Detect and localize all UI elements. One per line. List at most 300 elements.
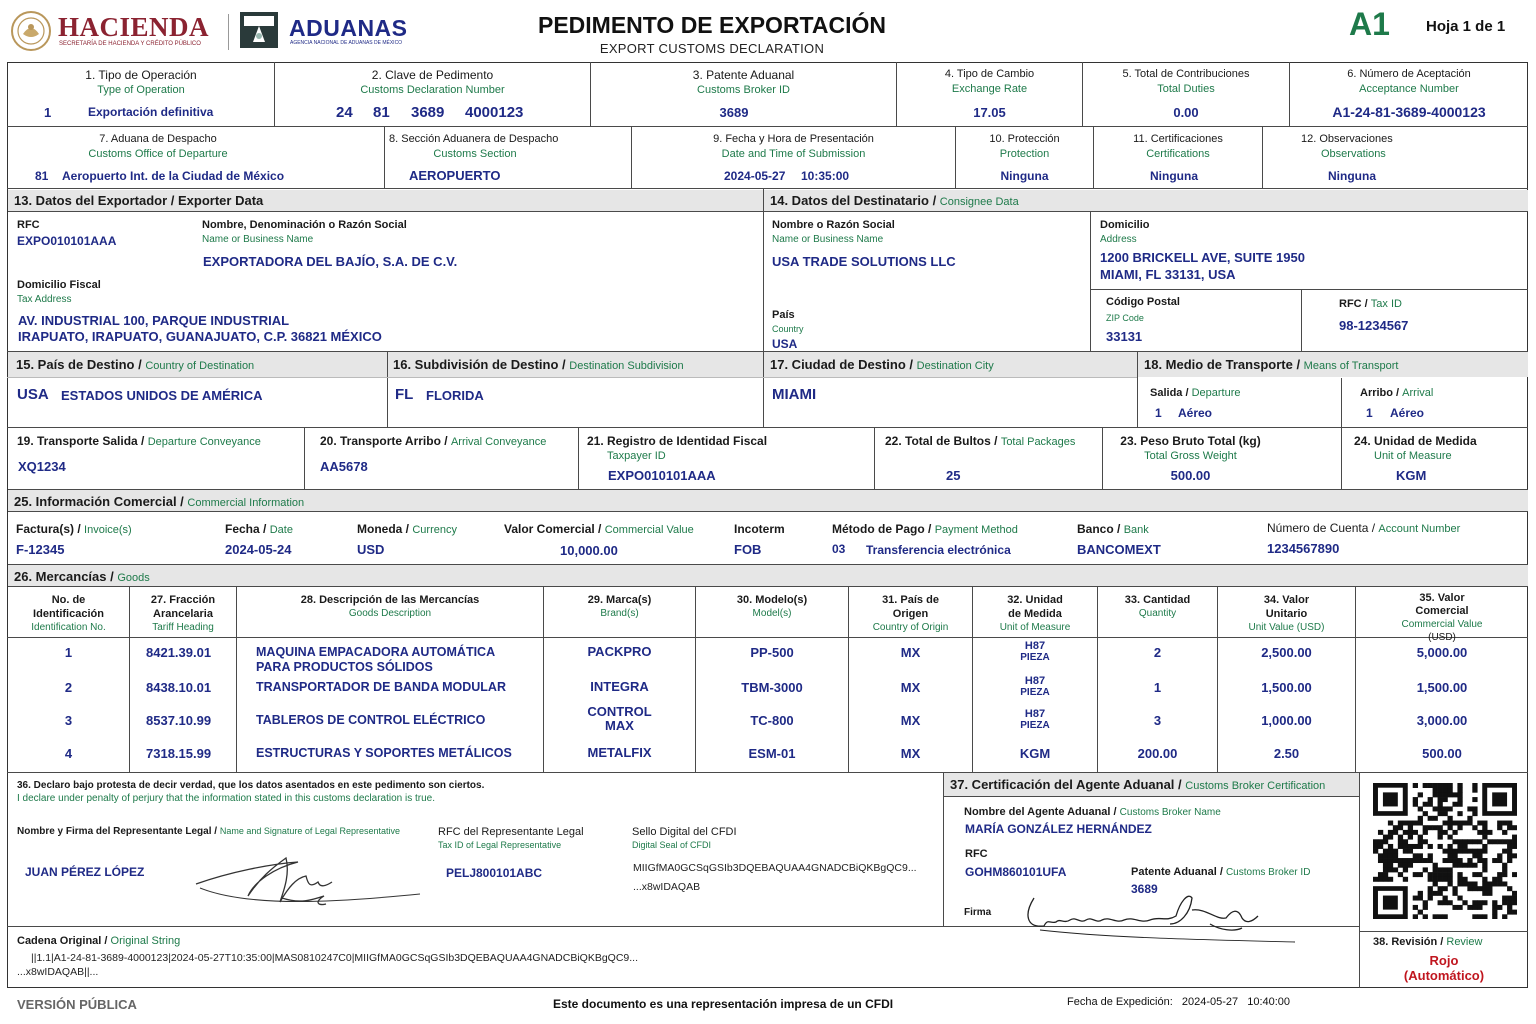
field-label: 6. Número de Aceptación xyxy=(1347,68,1471,80)
invoice-date-label: Fecha / Date xyxy=(225,522,293,536)
field-label: 12. Observaciones xyxy=(1301,133,1393,145)
field-certificaciones xyxy=(1094,133,1262,183)
col-header-model xyxy=(696,593,848,621)
table-cell-brand xyxy=(544,705,695,733)
field-clave-pedimento xyxy=(275,68,590,121)
label-en: Date xyxy=(269,524,293,536)
label-en: Destination Subdivision xyxy=(569,360,684,372)
cell-text: 2 xyxy=(64,680,73,695)
table-cell-no xyxy=(8,713,129,728)
country-destination-name: ESTADOS UNIDOS DE AMÉRICA xyxy=(61,388,263,403)
consignee-address-line1: 1200 BRICKELL AVE, SUITE 1950 xyxy=(1100,250,1305,265)
destination-city-label: 17. Ciudad de Destino / Destination City xyxy=(770,357,994,372)
issue-time: 10:40:00 xyxy=(1247,996,1291,1008)
field-value: Ninguna xyxy=(1328,169,1376,183)
arrival-label: Arribo / Arrival xyxy=(1360,387,1434,399)
table-cell-brand xyxy=(544,645,695,659)
label-es: Factura(s) xyxy=(16,522,75,536)
pedimento-part: 81 xyxy=(373,104,390,121)
field-numero-aceptacion xyxy=(1290,68,1528,120)
field-fecha-presentacion xyxy=(632,133,955,183)
footer-issue-date xyxy=(1067,996,1290,1008)
field-tipo-operacion xyxy=(8,68,274,120)
table-cell-comval xyxy=(1356,645,1528,660)
cell-text: 500.00 xyxy=(1422,746,1462,761)
table-cell-unit xyxy=(973,640,1097,663)
field-label: 8. Sección Aduanera de Despacho xyxy=(389,133,559,145)
pedimento-part: 3689 xyxy=(411,104,445,121)
col-header-line1: No. de xyxy=(51,594,86,606)
cell-text: 5,000.00 xyxy=(1416,645,1468,660)
col-header-brand xyxy=(544,593,695,621)
col-header-line1: 35. Valor xyxy=(1419,592,1465,604)
invoice-number: F-12345 xyxy=(16,542,65,557)
exporter-name: EXPORTADORA DEL BAJÍO, S.A. DE C.V. xyxy=(203,254,458,269)
pedimento-part: 4000123 xyxy=(465,104,524,121)
aduanas-logo xyxy=(240,12,420,52)
label-es: 17. Ciudad de Destino xyxy=(770,357,906,372)
footer-public-version: VERSIÓN PÚBLICA xyxy=(17,997,137,1012)
field-sublabel: Date and Time of Submission xyxy=(721,148,866,160)
col-header-line2: Unitario xyxy=(1265,608,1308,620)
arrival-conveyance: AA5678 xyxy=(320,459,368,474)
label-es: Patente Aduanal xyxy=(1131,866,1217,878)
cell-text: TRANSPORTADOR DE BANDA MODULAR xyxy=(256,680,506,694)
digital-seal-label: Sello Digital del CFDI xyxy=(632,826,737,838)
hacienda-wordmark: HACIENDA xyxy=(58,12,210,42)
label-es: Arribo xyxy=(1360,387,1393,399)
field-observaciones xyxy=(1263,133,1528,183)
cell-text: KGM xyxy=(1019,746,1051,761)
col-header-sub: Model(s) xyxy=(752,608,792,619)
col-header-sub2: (USD) xyxy=(1428,632,1456,643)
field-sublabel: Protection xyxy=(999,148,1050,160)
label-es: Método de Pago xyxy=(832,522,925,536)
col-header-quantity xyxy=(1098,593,1217,621)
label-es: 15. País de Destino xyxy=(16,357,135,372)
cell-text: 2,500.00 xyxy=(1261,645,1312,660)
label-en: Departure Conveyance xyxy=(147,436,261,448)
cell-text: 2 xyxy=(1153,645,1162,660)
aduanas-emblem-icon xyxy=(240,12,278,48)
col-header-sub: Commercial Value xyxy=(1401,619,1483,630)
label-en: Invoice(s) xyxy=(84,524,132,536)
digital-seal-sublabel: Digital Seal of CFDI xyxy=(632,840,712,850)
field-value: 3689 xyxy=(719,105,749,120)
broker-patent: 3689 xyxy=(1131,882,1158,896)
section-title: 14. Datos del Destinatario xyxy=(770,193,929,208)
exporter-name-label: Nombre, Denominación o Razón Social xyxy=(202,219,407,231)
pedimento-part: 24 xyxy=(336,104,353,121)
field-aduana-despacho xyxy=(8,133,308,183)
table-cell-unit xyxy=(973,708,1097,731)
review-result: Rojo xyxy=(1429,953,1459,968)
departure-conveyance-label: 19. Transporte Salida / Departure Conveyance xyxy=(17,434,261,448)
field-value-time: 10:35:00 xyxy=(801,169,850,183)
col-header-sub: Brand(s) xyxy=(600,608,639,619)
col-header-description xyxy=(237,593,543,621)
exporter-name-sublabel: Name or Business Name xyxy=(202,234,314,245)
unit-measure-sublabel: Unit of Measure xyxy=(1374,450,1452,462)
subdivision-label: 16. Subdivisión de Destino / Destination Subdivision xyxy=(393,357,684,372)
rep-rfc-label: RFC del Representante Legal xyxy=(438,826,584,838)
col-header-line2: Origen xyxy=(892,608,929,620)
page-number: Hoja 1 de 1 xyxy=(1426,18,1506,35)
field-label: 11. Certificaciones xyxy=(1133,133,1223,145)
section-title: 37. Certificación del Agente Aduanal xyxy=(950,777,1175,792)
table-cell-frac xyxy=(146,746,236,761)
col-header-line1: 33. Cantidad xyxy=(1124,594,1191,606)
label-en: Name and Signature of Legal Representative xyxy=(219,826,400,836)
broker-patent-label: Patente Aduanal / Customs Broker ID xyxy=(1131,866,1311,878)
consignee-zip-sublabel: ZIP Code xyxy=(1106,313,1144,323)
cell-text: 8537.10.99 xyxy=(146,713,212,728)
table-cell-unit xyxy=(973,746,1097,761)
arrival-mode: Aéreo xyxy=(1390,406,1425,420)
taxpayer-id-sublabel: Taxpayer ID xyxy=(607,450,666,462)
gross-weight-label: 23. Peso Bruto Total (kg) xyxy=(1120,434,1261,448)
consignee-name-sublabel: Name or Business Name xyxy=(772,234,884,245)
cell-text: ESM-01 xyxy=(748,746,796,761)
aduanas-subtitle: AGENCIA NACIONAL DE ADUANAS DE MÉXICO xyxy=(290,40,403,46)
table-cell-origin xyxy=(849,713,972,728)
section-title-en: Goods xyxy=(117,572,150,584)
label-en: Departure xyxy=(1191,387,1241,399)
table-cell-model xyxy=(696,680,848,695)
cell-text: MX xyxy=(900,713,921,728)
label-en: Bank xyxy=(1123,524,1149,536)
col-header-sub: Unit Value (USD) xyxy=(1248,622,1325,633)
arrival-code: 1 xyxy=(1366,406,1373,420)
original-string-label: Cadena Original / Original String xyxy=(17,935,181,947)
original-string-line1: ||1.1|A1-24-81-3689-4000123|2024-05-27T10:35:00|MAS0810247C0|MIIGfMA0GCSqGSIb3DQEBAQUAA4GNADCBiQKBgQC9... xyxy=(31,952,639,964)
total-packages: 25 xyxy=(946,468,961,483)
cell-text: PIEZA xyxy=(1020,652,1050,663)
section-title-en: Customs Broker Certification xyxy=(1185,780,1326,792)
label-es: Número de Cuenta xyxy=(1267,521,1369,535)
label-en: Commercial Value xyxy=(604,524,694,536)
cell-text: 2.50 xyxy=(1273,746,1300,761)
label-es: 16. Subdivisión de Destino xyxy=(393,357,559,372)
section-header-broker: 37. Certificación del Agente Aduanal / Customs Broker Certification xyxy=(944,773,1359,797)
cell-text: TABLEROS DE CONTROL ELÉCTRICO xyxy=(256,713,486,727)
table-cell-no xyxy=(8,746,129,761)
label-en: Country of Destination xyxy=(145,360,255,372)
col-header-tariff xyxy=(130,593,236,635)
table-cell-origin xyxy=(849,746,972,761)
table-cell-no xyxy=(8,645,129,660)
cell-text: 3 xyxy=(64,713,73,728)
departure-conveyance: XQ1234 xyxy=(18,459,66,474)
cell-text: 4 xyxy=(64,746,73,761)
subdivision-code: FL xyxy=(395,386,414,403)
field-value-code: 81 xyxy=(35,169,49,183)
table-cell-unitval xyxy=(1218,746,1355,761)
col-header-sub: Identification No. xyxy=(31,622,106,633)
col-header-commercial-value xyxy=(1356,592,1528,644)
bank-label: Banco / Bank xyxy=(1077,522,1149,536)
digital-seal-line1: MIIGfMA0GCSqGSIb3DQEBAQUAA4GNADCBiQKBgQC9... xyxy=(633,862,917,874)
field-sublabel: Customs Broker ID xyxy=(697,84,790,96)
bank: BANCOMEXT xyxy=(1077,542,1161,557)
departure-code: 1 xyxy=(1155,406,1162,420)
label-es: Banco xyxy=(1077,522,1114,536)
col-header-line2: Arancelaria xyxy=(153,608,213,620)
hacienda-logo xyxy=(10,10,230,52)
original-string-line2: ...x8wIDAQAB||... xyxy=(17,966,99,978)
cell-text: 1 xyxy=(64,645,73,660)
field-sublabel: Customs Office of Departure xyxy=(88,148,228,160)
table-cell-qty xyxy=(1098,746,1217,761)
broker-rfc: GOHM860101UFA xyxy=(965,865,1067,879)
unit-measure-label: 24. Unidad de Medida xyxy=(1354,434,1477,448)
field-label: 9. Fecha y Hora de Presentación xyxy=(713,133,874,145)
commercial-value: 10,000.00 xyxy=(560,543,618,558)
field-value: 0.00 xyxy=(1173,105,1199,120)
broker-signature xyxy=(1020,880,1300,950)
hacienda-subtitle: SECRETARÍA DE HACIENDA Y CRÉDITO PÚBLICO xyxy=(59,41,201,47)
col-header-line1: 27. Fracción xyxy=(150,594,216,606)
label-en: Account Number xyxy=(1378,523,1461,535)
label-es: Nombre del Agente Aduanal xyxy=(964,806,1111,818)
field-value: Aeropuerto Int. de la Ciudad de México xyxy=(62,169,285,183)
section-header-consignee: 14. Datos del Destinatario / Consignee Data xyxy=(764,190,1528,212)
field-sublabel: Acceptance Number xyxy=(1359,83,1459,95)
unit-measure: KGM xyxy=(1396,468,1427,483)
cell-text: METALFIX xyxy=(587,745,652,760)
national-seal-icon xyxy=(10,10,52,52)
field-label: 1. Tipo de Operación xyxy=(85,68,197,82)
gross-weight-sublabel: Total Gross Weight xyxy=(1144,450,1237,462)
table-cell-qty xyxy=(1098,680,1217,695)
col-header-line1: 29. Marca(s) xyxy=(587,594,652,606)
label-es: Cadena Original xyxy=(17,935,102,947)
table-cell-model xyxy=(696,645,848,660)
cell-text: PP-500 xyxy=(750,645,794,660)
consignee-address-sublabel: Address xyxy=(1100,234,1137,245)
consignee-zip-label: Código Postal xyxy=(1106,296,1180,308)
exporter-address-sublabel: Tax Address xyxy=(17,294,72,305)
aduanas-wordmark: ADUANAS xyxy=(289,15,408,41)
cell-text: MAQUINA EMPACADORA AUTOMÁTICA xyxy=(256,645,496,659)
label-en: Destination City xyxy=(916,360,994,372)
cell-text: 1,000.00 xyxy=(1261,713,1312,728)
consignee-tax-id: 98-1234567 xyxy=(1339,318,1409,333)
field-sublabel: Total Duties xyxy=(1157,83,1215,95)
section-header-exporter: 13. Datos del Exportador / Exporter Data xyxy=(8,190,763,212)
field-sublabel: Certifications xyxy=(1146,148,1210,160)
table-cell-brand xyxy=(544,680,695,694)
cell-text: CONTROL xyxy=(587,704,652,719)
table-cell-model xyxy=(696,713,848,728)
col-header-line1: 30. Modelo(s) xyxy=(736,594,808,606)
section-title-en: Consignee Data xyxy=(939,196,1019,208)
issue-date: 2024-05-27 xyxy=(1181,996,1239,1008)
field-value: Ninguna xyxy=(1150,169,1198,183)
section-title-en: Commercial Information xyxy=(187,497,305,509)
cell-text: ESTRUCTURAS Y SOPORTES METÁLICOS xyxy=(256,746,512,760)
col-header-sub: Quantity xyxy=(1138,608,1177,619)
table-cell-desc xyxy=(256,680,543,695)
consignee-country: USA xyxy=(772,337,798,351)
account-label: Número de Cuenta / Account Number xyxy=(1267,521,1461,535)
col-header-sub: Goods Description xyxy=(348,608,432,619)
label-en: Payment Method xyxy=(934,524,1018,536)
digital-seal-line2: ...x8wIDAQAB xyxy=(633,881,701,893)
incoterm-label: Incoterm xyxy=(734,522,785,536)
section-title: 26. Mercancías xyxy=(14,569,107,584)
cell-text: INTEGRA xyxy=(590,679,649,694)
table-cell-model xyxy=(696,746,848,761)
table-cell-qty xyxy=(1098,645,1217,660)
invoice-date: 2024-05-24 xyxy=(225,542,292,557)
qr-code-icon xyxy=(1373,783,1517,919)
label-en: Total Packages xyxy=(1000,436,1076,448)
cell-text: MX xyxy=(900,680,921,695)
cell-text: 8421.39.01 xyxy=(146,645,212,660)
declaration-es: 36. Declaro bajo protesta de decir verdad, que los datos asentados en este pedimento son ciertos. xyxy=(17,780,485,791)
departure-mode: Aéreo xyxy=(1178,406,1213,420)
consignee-zip: 33131 xyxy=(1106,329,1143,344)
payment-method-code: 03 xyxy=(832,542,846,556)
label-en: Customs Broker Name xyxy=(1119,807,1221,818)
cell-text: H87 xyxy=(1024,675,1046,687)
label-es: Valor Comercial xyxy=(504,522,595,536)
section-header-commercial: 25. Información Comercial / Commercial Information xyxy=(8,489,1528,512)
country-destination-label: 15. País de Destino / Country of Destination xyxy=(16,357,255,372)
cell-text: 1,500.00 xyxy=(1416,680,1468,695)
field-sublabel: Customs Section xyxy=(433,148,517,160)
col-header-line1: 32. Unidad xyxy=(1007,594,1063,606)
table-cell-frac xyxy=(146,645,236,660)
broker-name: MARÍA GONZÁLEZ HERNÁNDEZ xyxy=(965,822,1152,836)
cell-text: PIEZA xyxy=(1020,720,1050,731)
field-label: 10. Protección xyxy=(989,133,1060,145)
label-es: 19. Transporte Salida xyxy=(17,434,138,448)
section-header-goods: 26. Mercancías / Goods xyxy=(8,564,1528,587)
total-packages-label: 22. Total de Bultos / Total Packages xyxy=(885,434,1076,448)
field-value: A1-24-81-3689-4000123 xyxy=(1332,104,1486,120)
cell-text: 200.00 xyxy=(1137,746,1178,761)
invoice-label: Factura(s) / Invoice(s) xyxy=(16,522,132,536)
review-label: 38. Revisión / Review xyxy=(1373,936,1483,948)
label-en: Currency xyxy=(412,524,457,536)
cell-text: H87 xyxy=(1024,708,1046,720)
footer-cfdi-note: Este documento es una representación impresa de un CFDI xyxy=(553,997,894,1011)
cell-text: 3 xyxy=(1153,713,1162,728)
table-cell-desc xyxy=(256,746,543,761)
incoterm: FOB xyxy=(734,542,762,557)
section-title-en: Exporter Data xyxy=(178,193,264,208)
payment-method: Transferencia electrónica xyxy=(866,543,1011,557)
field-value: Ninguna xyxy=(1000,169,1049,183)
arrival-conveyance-label: 20. Transporte Arribo / Arrival Conveyance xyxy=(320,434,547,448)
transport-means-label: 18. Medio de Transporte / Means of Transport xyxy=(1144,357,1399,372)
qr-code xyxy=(1373,783,1517,919)
field-label: 7. Aduana de Despacho xyxy=(99,133,217,145)
taxpayer-id-label: 21. Registro de Identidad Fiscal xyxy=(587,434,768,448)
tax-label-en: Tax ID xyxy=(1370,298,1402,310)
label-en: Means of Transport xyxy=(1303,360,1399,372)
label-es: 38. Revisión xyxy=(1373,936,1438,948)
rep-rfc: PELJ800101ABC xyxy=(446,866,543,880)
table-cell-unitval xyxy=(1218,713,1355,728)
field-seccion-aduanera xyxy=(385,133,631,183)
table-cell-origin xyxy=(849,645,972,660)
table-cell-desc xyxy=(256,713,543,728)
col-header-id xyxy=(8,593,129,635)
col-header-sub: Unit of Measure xyxy=(999,622,1071,633)
cell-text: MX xyxy=(900,645,921,660)
currency-label: Moneda / Currency xyxy=(357,522,457,536)
col-header-line1: 28. Descripción de las Mercancías xyxy=(300,594,480,606)
cell-text: 3,000.00 xyxy=(1416,713,1468,728)
field-label: 5. Total de Contribuciones xyxy=(1122,68,1250,80)
departure-label: Salida / Departure xyxy=(1150,387,1241,399)
consignee-address-line2: MIAMI, FL 33131, USA xyxy=(1100,267,1236,282)
exporter-address-line1: AV. INDUSTRIAL 100, PARQUE INDUSTRIAL xyxy=(18,313,290,328)
document-subtitle: EXPORT CUSTOMS DECLARATION xyxy=(599,41,825,56)
cell-text: TBM-3000 xyxy=(741,680,803,695)
field-tipo-cambio xyxy=(897,68,1082,120)
table-cell-unitval xyxy=(1218,680,1355,695)
table-cell-frac xyxy=(146,680,236,695)
rep-rfc-sublabel: Tax ID of Legal Representative xyxy=(438,840,562,850)
cell-text: MX xyxy=(900,746,921,761)
table-cell-qty xyxy=(1098,713,1217,728)
field-label: 2. Clave de Pedimento xyxy=(371,68,494,82)
consignee-name: USA TRADE SOLUTIONS LLC xyxy=(772,254,956,269)
issue-date-label: Fecha de Expedición: xyxy=(1067,996,1173,1008)
table-cell-desc xyxy=(256,645,543,675)
legal-rep-label: Nombre y Firma del Representante Legal / Name and Signature of Legal Representative xyxy=(17,826,400,837)
table-cell-origin xyxy=(849,680,972,695)
commercial-value-label: Valor Comercial / Commercial Value xyxy=(504,522,694,536)
field-sublabel: Exchange Rate xyxy=(951,83,1028,95)
label-en: Arrival Conveyance xyxy=(450,436,547,448)
consignee-tax-label: RFC / Tax ID xyxy=(1339,298,1402,310)
consignee-country-sublabel: Country xyxy=(772,324,804,334)
field-value: Exportación definitiva xyxy=(88,105,214,119)
document-title: PEDIMENTO DE EXPORTACIÓN xyxy=(537,12,887,38)
cell-text: PIEZA xyxy=(1020,687,1050,698)
cell-text: 1 xyxy=(1153,680,1162,695)
currency: USD xyxy=(357,542,385,557)
table-cell-unitval xyxy=(1218,645,1355,660)
declaration-en: I declare under penalty of perjury that the information stated in this customs declaration is true. xyxy=(17,793,435,804)
col-header-line1: 31. País de xyxy=(882,594,939,606)
col-header-unit xyxy=(973,593,1097,635)
payment-method-label: Método de Pago / Payment Method xyxy=(832,522,1018,536)
field-value: AEROPUERTO xyxy=(409,168,501,183)
table-cell-brand xyxy=(544,746,695,760)
table-cell-comval xyxy=(1356,746,1528,761)
broker-name-label: Nombre del Agente Aduanal / Customs Broker Name xyxy=(964,806,1221,818)
col-header-sub: Tariff Heading xyxy=(152,622,214,633)
broker-signature-label: Firma xyxy=(964,907,992,918)
country-destination-code: USA xyxy=(17,386,49,403)
field-sublabel: Customs Declaration Number xyxy=(360,84,505,96)
field-value: 17.05 xyxy=(973,105,1006,120)
table-cell-comval xyxy=(1356,713,1528,728)
label-es: Nombre y Firma del Representante Legal xyxy=(17,826,212,837)
exporter-rfc-label: RFC xyxy=(17,219,40,231)
col-header-origin xyxy=(849,593,972,635)
col-header-line2: Identificación xyxy=(33,608,104,620)
col-header-line1: 34. Valor xyxy=(1263,594,1310,606)
section-title: 13. Datos del Exportador xyxy=(14,193,168,208)
label-es: Fecha xyxy=(225,522,260,536)
